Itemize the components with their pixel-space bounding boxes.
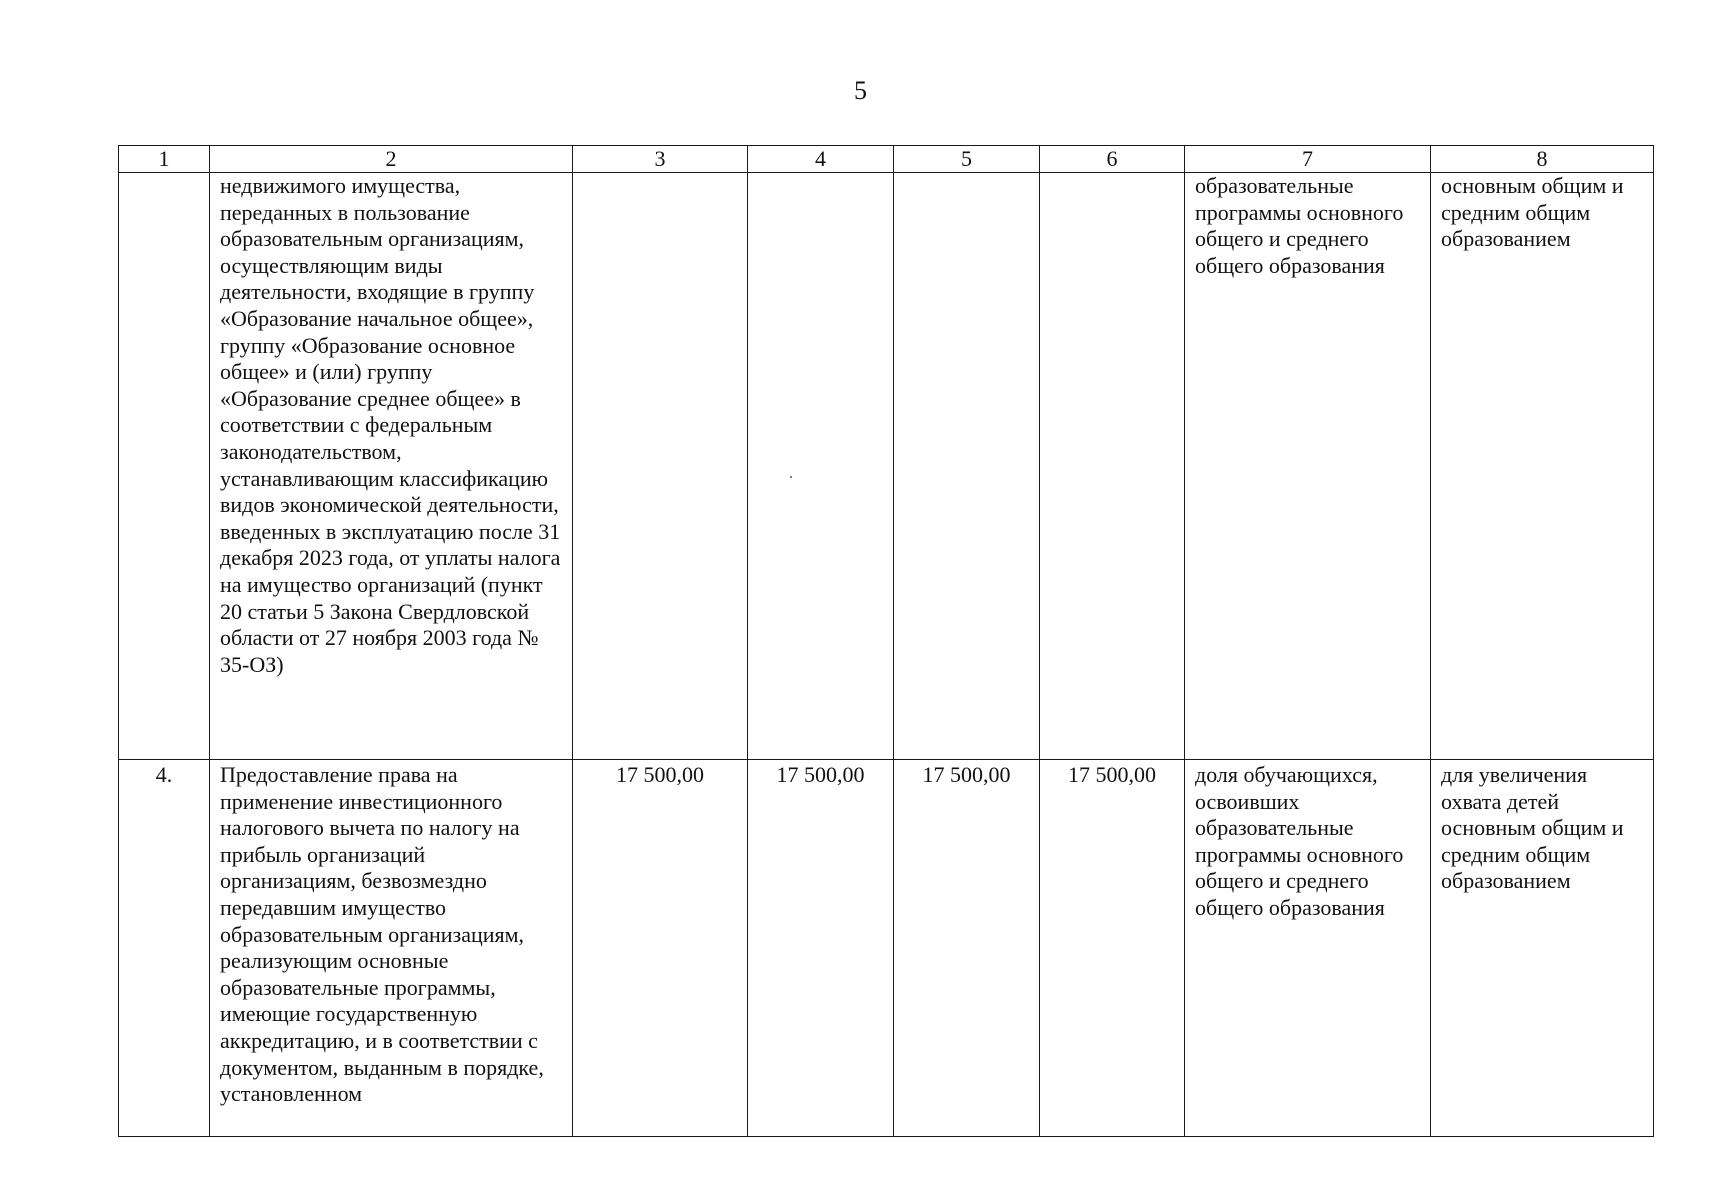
column-header-4: 4 [748,146,894,173]
indicator-text: доля обучающихся, освоивших образовательные программы основного общего и среднего общего образования [1185,760,1431,1137]
indicator-text: образовательные программы основного общего и среднего общего образования [1185,173,1431,760]
column-number-row [119,146,1654,173]
amount-col3 [573,173,748,760]
tax-benefits-table [118,145,1654,1137]
row-number: 4. [119,760,210,1137]
amount-col6: 17 500,00 [1040,760,1185,1137]
amount-col4: 17 500,00 [748,760,894,1137]
table-row [119,173,1654,760]
column-header-3: 3 [573,146,748,173]
benefit-description: Предоставление права на применение инвестиционного налогового вычета по налогу на прибыль организаций организациям, безвозмездно передавшим имущество образовательным организациям, реализующим основные образовательные программы, имеющие государственную аккредитацию, и в соответствии с документом, выданным в порядке, установленном [210,760,573,1137]
purpose-text: для увеличения охвата детей основным общим и средним общим образованием [1431,760,1654,1137]
column-header-8: 8 [1431,146,1654,173]
column-header-7: 7 [1185,146,1431,173]
column-header-5: 5 [894,146,1040,173]
table-row [119,760,1654,1137]
column-header-6: 6 [1040,146,1185,173]
amount-col5 [894,173,1040,760]
amount-col5: 17 500,00 [894,760,1040,1137]
scan-speck [790,476,792,478]
purpose-text: основным общим и средним общим образованием [1431,173,1654,760]
amount-col4 [748,173,894,760]
amount-col6 [1040,173,1185,760]
benefit-description: недвижимого имущества, переданных в пользование образовательным организациям, осуществляющим виды деятельности, входящие в группу «Образование начальное общее», группу «Образование основное общее» и (или) группу «Образование среднее общее» в соответствии с федеральным законодательством, устанавливающим классификацию видов экономической деятельности, введенных в эксплуатацию после 31 декабря 2023 года, от уплаты налога на имущество организаций (пункт 20 статьи 5 Закона Свердловской области от 27 ноября 2003 года № 35-ОЗ) [210,173,573,760]
column-header-1: 1 [119,146,210,173]
page-number: 5 [854,76,867,105]
amount-col3: 17 500,00 [573,760,748,1137]
column-header-2: 2 [210,146,573,173]
row-number [119,173,210,760]
